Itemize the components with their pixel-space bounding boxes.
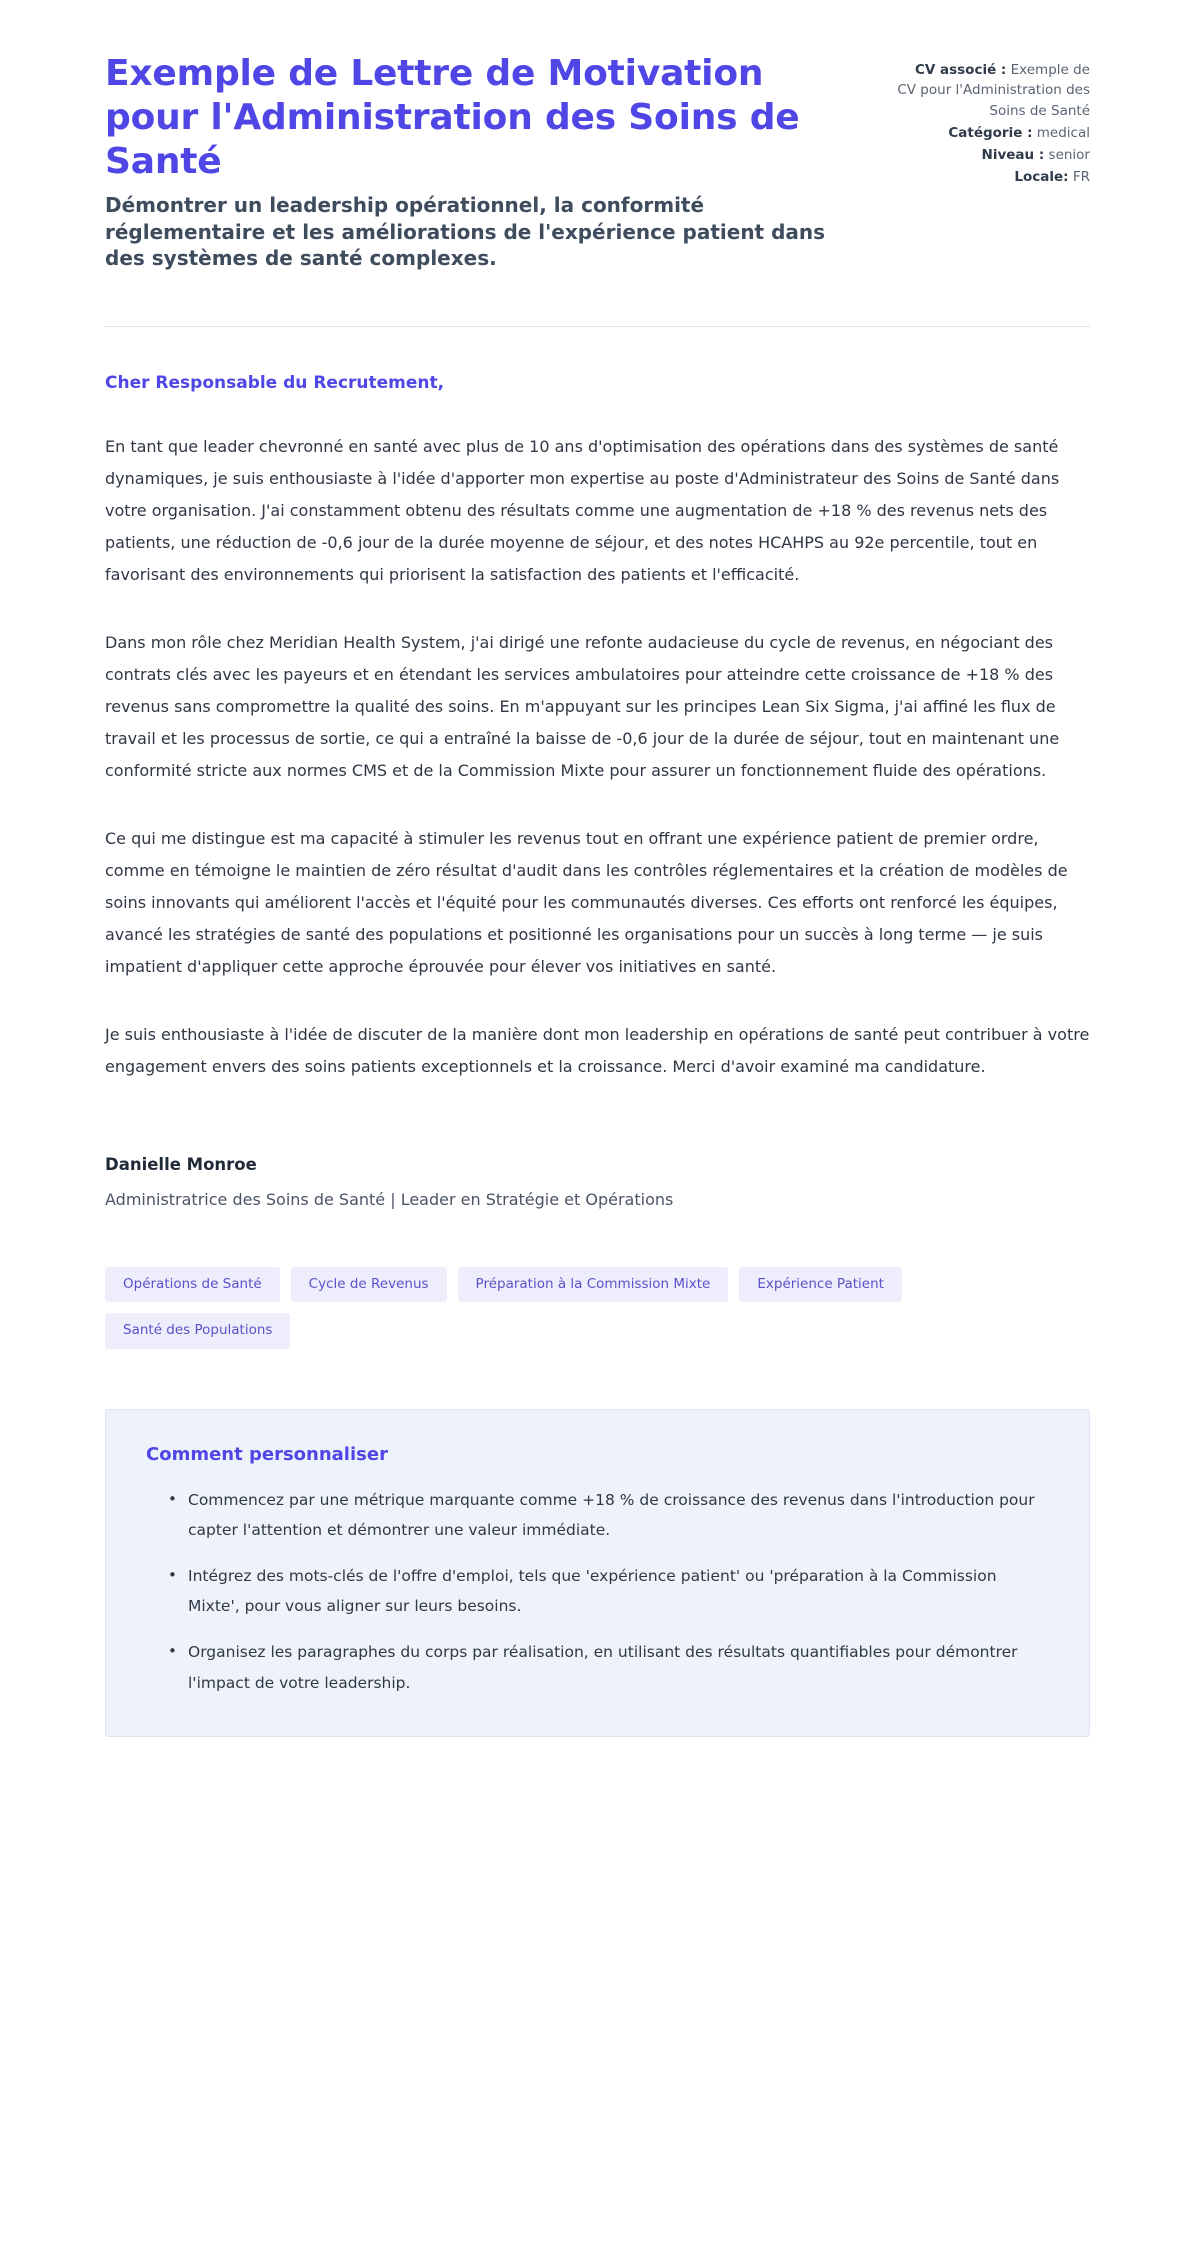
meta-row-associated-cv <box>895 60 1090 121</box>
letter-paragraph: Je suis enthousiaste à l'idée de discuter de la manière dont mon leadership en opérations de santé peut contribuer à votre engagement envers des soins patients exceptionnels et la croissance. Merci d'avoir examiné ma candidature. <box>105 1024 1090 1076</box>
meta-row-locale <box>895 167 1090 187</box>
letter-paragraph: Dans mon rôle chez Meridian Health System, j'ai dirigé une refonte audacieuse du cycle de revenus, en négociant des contrats clés avec les payeurs et en étendant les services ambulatoires pour atteindre cette croissance de +18 % des revenus sans compromettre la qualité des soins. En m'appuyant sur les principes Lean Six Sigma, j'ai affiné les flux de travail et les processus de sortie, ce qui a entraîné la baisse de -0,6 jour de la durée de séjour, tout en maintenant une conformité stricte aux normes CMS et de la Commission Mixte pour assurer un fonctionnement fluide des opérations. <box>105 632 1060 780</box>
header-text-block <box>105 52 845 272</box>
meta-value-level: senior <box>1048 147 1090 163</box>
letter-paragraph: En tant que leader chevronné en santé avec plus de 10 ans d'optimisation des opérations dans des systèmes de santé dynamiques, je suis enthousiaste à l'idée d'apporter mon expertise au poste d'Administrateur des Soins de Santé dans votre organisation. J'ai constamment obtenu des résultats comme une augmentation de +18 % des revenus nets des patients, une réduction de -0,6 jour de la durée moyenne de séjour, et des notes HCAHPS au 92e percentile, tout en favorisant des environnements qui priorisent la satisfaction des patients et l'efficacité. <box>105 436 1060 584</box>
meta-label-locale: Locale: <box>1014 169 1069 186</box>
callout-tip-list <box>146 1485 1049 1698</box>
callout-tip-item: • Commencez par une métrique marquante comme +18 % de croissance des revenus dans l'introduction pour capter l'attention et démontrer une valeur immédiate. <box>168 1485 1049 1545</box>
page-header <box>105 52 1090 272</box>
tag-chip[interactable]: Expérience Patient <box>739 1267 902 1303</box>
meta-label-level: Niveau : <box>981 147 1045 163</box>
callout-tip-item: • Intégrez des mots-clés de l'offre d'emploi, tels que 'expérience patient' ou 'préparation à la Commission Mixte', pour vous aligner sur leurs besoins. <box>168 1561 1049 1621</box>
meta-row-category <box>895 123 1090 143</box>
signature-role: Administratrice des Soins de Santé | Leader en Stratégie et Opérations <box>105 1189 674 1209</box>
callout-tip-item: • Organisez les paragraphes du corps par réalisation, en utilisant des résultats quantifiables pour démontrer l'impact de votre leadership. <box>168 1637 1049 1697</box>
page-subtitle: Démontrer un leadership opérationnel, la conformité réglementaire et les améliorations de l'expérience patient dans des systèmes de santé complexes. <box>105 192 826 271</box>
letter-paragraph: Ce qui me distingue est ma capacité à stimuler les revenus tout en offrant une expérience patient de premier ordre, comme en témoigne le maintien de zéro résultat d'audit dans les contrôles réglementaires et la création de modèles de soins innovants qui améliorent l'accès et l'équité pour les communautés diverses. Ces efforts ont renforcé les équipes, avancé les stratégies de santé des populations et positionné les organisations pour un succès à long terme — je suis impatient d'appliquer cette approche éprouvée pour élever vos initiatives en santé. <box>105 828 1068 976</box>
callout-title: Comment personnaliser <box>146 1443 388 1465</box>
tag-list <box>105 1267 1065 1349</box>
meta-row-level <box>895 145 1090 165</box>
meta-value-associated-cv: Exemple de CV pour l'Administration des Soins de Santé <box>897 62 1090 119</box>
page-title: Exemple de Lettre de Motivation pour l'Administration des Soins de Santé <box>105 53 800 182</box>
tag-chip[interactable]: Opérations de Santé <box>105 1267 280 1303</box>
meta-value-locale: FR <box>1072 169 1090 186</box>
letter-body <box>105 327 1090 1083</box>
customization-callout <box>105 1409 1090 1737</box>
meta-value-category: medical <box>1036 124 1090 141</box>
meta-label-category: Catégorie : <box>948 124 1033 141</box>
meta-label-associated-cv: CV associé : <box>914 62 1007 78</box>
tag-chip[interactable]: Santé des Populations <box>105 1313 290 1349</box>
letter-salutation: Cher Responsable du Recrutement, <box>105 373 445 394</box>
signature-name: Danielle Monroe <box>105 1154 257 1174</box>
tag-chip[interactable]: Cycle de Revenus <box>291 1267 447 1303</box>
document-metadata <box>895 52 1090 190</box>
signature-block <box>105 1155 1090 1209</box>
tag-chip[interactable]: Préparation à la Commission Mixte <box>458 1267 729 1303</box>
